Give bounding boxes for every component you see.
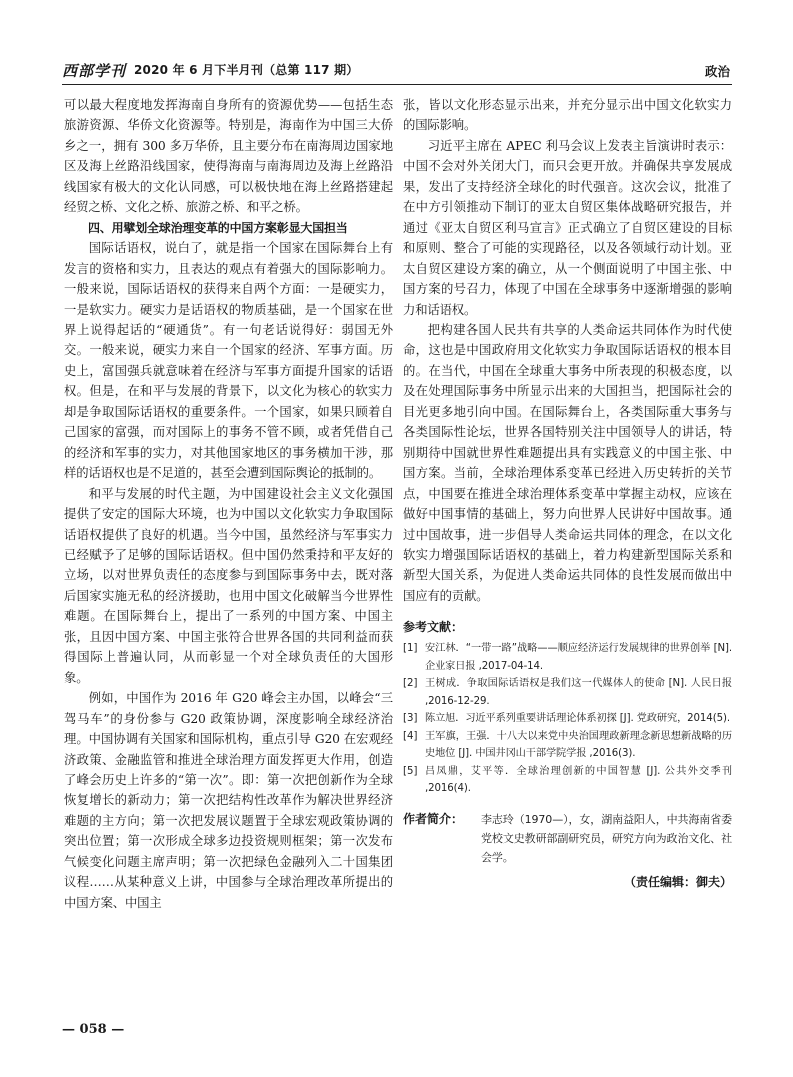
section-label: 政治 xyxy=(704,64,730,79)
body-paragraph: 和平与发展的时代主题，为中国建设社会主义文化强国提供了安定的国际大环境，也为中国以文化软实力争取国际话语权提供了良好的机遇。当今中国，虽然经济与军事实力已经赋予了足够的国际话语权。但中国仍然秉持和平友好的立场，以对世界负责任的态度参与到国际事务中去，既对落后国家实施无私的经济援助，也用中国文化破解当今世界性难题。在国际舞台上，提出了一系列的中国方案、中国主张，且因中国方案、中国主张符合世界各国的共同利益而获得国际上普遍认同，从而彰显一个对全球负责任的大国形象。 xyxy=(64,486,393,685)
reference-number: [2] xyxy=(403,678,418,690)
reference-text: 安江林．“一带一路”战略——顺应经济运行发展规律的世界创举 [N]. 企业家日报 ,2017-04-14. xyxy=(425,643,732,672)
author-bio-text: 李志玲（1970—），女，湖南益阳人，中共海南省委党校文史教研部副研究员，研究方向为政治文化、社会学。 xyxy=(481,812,732,864)
reference-item xyxy=(403,728,732,763)
right-column xyxy=(403,95,732,891)
body-paragraph: 把构建各国人民共有共享的人类命运共同体作为时代使命，这也是中国政府用文化软实力争取国际话语权的根本目的。在当代，中国在全球重大事务中所表现的积极态度，以及在处理国际事务中所显示出来的大国担当，把国际社会的目光更多地引向中国。在国际舞台上，各类国际重大事务与各类国际性论坛，世界各国特别关注中国领导人的讲话，特别期待中国就世界性难题提出具有实践意义的中国主张、中国方案。当前，全球治理体系变革已经进入历史转折的关节点，中国要在推进全球治理体系变革中掌握主动权，应该在做好中国事情的基础上，努力向世界人民讲好中国故事。通过中国故事，进一步倡导人类命运共同体的理念，在以文化软实力增强国际话语权的基础上，着力构建新型国际关系和新型大国关系，为促进人类命运共同体的良性发展而做出中国应有的贡献。 xyxy=(403,322,732,603)
journal-logo: 西部学刊 xyxy=(62,62,127,80)
reference-number: [3] xyxy=(403,713,418,725)
responsible-editor: （责任编辑：御夫） xyxy=(623,874,732,889)
reference-text: 吕凤鼎，艾平等．全球治理创新的中国智慧 [J]. 公共外交季刊 ,2016(4). xyxy=(425,765,732,795)
reference-number: [4] xyxy=(403,730,418,742)
reference-item xyxy=(403,675,732,710)
running-header xyxy=(62,59,732,83)
author-bio-label: 作者简介： xyxy=(403,811,464,826)
reference-item xyxy=(403,763,732,798)
left-column xyxy=(64,95,393,913)
reference-item xyxy=(403,640,732,675)
issue-info: 2020 年 6 月下半月刊（总第 117 期） xyxy=(134,63,359,77)
body-paragraph: 可以最大程度地发挥海南自身所有的资源优势——包括生态旅游资源、华侨文化资源等。特别是，海南作为中国三大侨乡之一，拥有 300 多万华侨，且主要分布在南海周边国家地区及海上丝路沿线国家，使得海南与南海周边及海上丝路沿线国家有极大的文化认同感，可以极快地在海上丝路搭建起经贸之桥、文化之桥、旅游之桥、和平之桥。 xyxy=(64,98,393,215)
references-title: 参考文献： xyxy=(403,620,464,635)
body-paragraph: 国际话语权，说白了，就是指一个国家在国际舞台上有发言的资格和实力，且表达的观点有着强大的国际影响力。一般来说，国际话语权的获得来自两个方面：一是硬实力，一是软实力。硬实力是话语权的物质基础，是一个国家在世界上说得起话的“硬通货”。有一句老话说得好：弱国无外交。一般来说，硬实力来自一个国家的经济、军事方面。历史上，富国强兵就意味着在经济与军事方面提升国家的话语权。但是，在和平与发展的背景下，以文化为核心的软实力却是争取国际话语权的重要条件。一个国家，如果只顾着自己国家的富强，而对国际上的事务不管不顾，或者凭借自己的经济和军事的实力，对其他国家地区的事务横加干涉，那样的话语权也是不足道的，甚至会遭到国际舆论的抵制的。 xyxy=(64,241,393,481)
author-bio xyxy=(403,810,732,867)
header-divider xyxy=(62,84,732,85)
reference-text: 陈立旭．习近平系列重要讲话理论体系初探 [J]. 党政研究，2014(5). xyxy=(425,713,730,725)
page-number: — 058 — xyxy=(62,1022,125,1037)
reference-item xyxy=(403,710,732,728)
body-paragraph: 习近平主席在 APEC 利马会议上发表主旨演讲时表示：中国不会对外关闭大门，而只会更开放。并确保共享发展成果，发出了支持经济全球化的时代强音。这次会议，批准了在中方引领推动下制订的亚太自贸区集体战略研究报告，并通过《亚太自贸区利马宣言》正式确立了自贸区建设的目标和原则、整合了可能的实现路径，以及各领域行动计划。亚太自贸区建设方案的确立，从一个侧面说明了中国主张、中国方案的号召力，体现了中国在全球事务中逐渐增强的影响力和话语权。 xyxy=(403,138,732,317)
reference-text: 王军旗，王强．十八大以来党中央治国理政新理念新思想新战略的历史地位 [J]. 中国井冈山干部学院学报 ,2016(3). xyxy=(425,730,732,760)
reference-number: [1] xyxy=(403,643,418,655)
reference-number: [5] xyxy=(403,765,418,777)
reference-list xyxy=(403,640,732,798)
section-heading: 四、用擘划全球治理变革的中国方案彰显大国担当 xyxy=(88,220,348,235)
body-paragraph: 张，皆以文化形态显示出来，并充分显示出中国文化软实力的国际影响。 xyxy=(403,98,732,133)
reference-text: 王树成．争取国际话语权是我们这一代媒体人的使命 [N]. 人民日报 ,2016-12-29. xyxy=(425,678,732,707)
body-paragraph: 例如，中国作为 2016 年 G20 峰会主办国，以峰会“三驾马车”的身份参与 G20 政策协调，深度影响全球经济治理。中国协调有关国家和国际机构，重点引导 G20 在宏观经济政策、金融监管和推进全球治理方面发挥更大作用，创造了峰会历史上许多的“第一次”。即：第一次把创新作为全球恢复增长的新动力；第一次把结构性改革作为解决世界经济难题的主方向；第一次把发展议题置于全球宏观政策协调的突出位置；第一次形成全球多边投资规则框架；第一次发布气候变化问题主席声明；第一次把绿色金融列入二十国集团议程……从某种意义上讲，中国参与全球治理改革所提出的中国方案、中国主 xyxy=(64,691,393,910)
